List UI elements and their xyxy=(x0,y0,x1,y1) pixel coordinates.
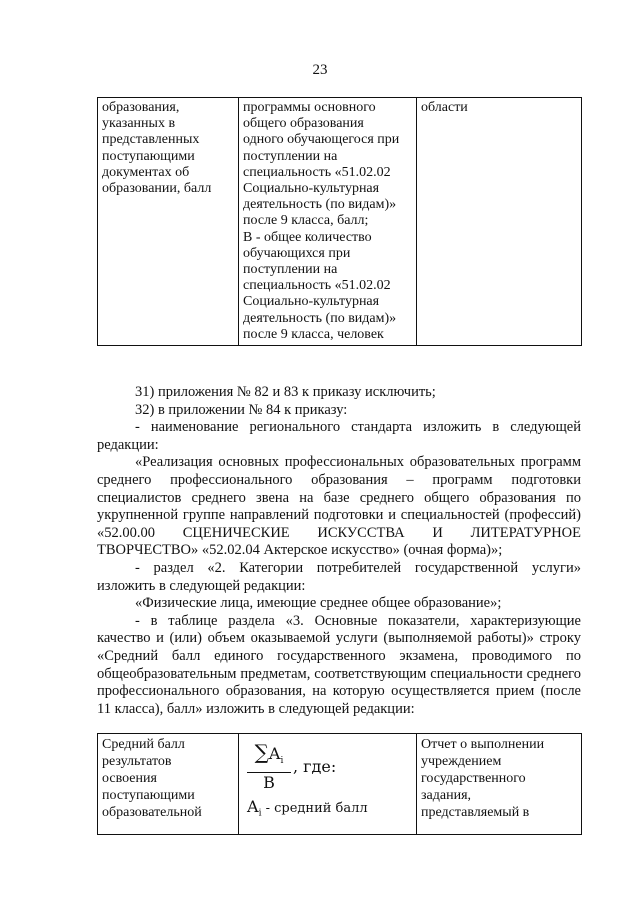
paragraph: «Физические лица, имеющие среднее общее образование»; xyxy=(135,595,502,612)
table-cell-indicator xyxy=(98,98,239,346)
cell-line: общего образования xyxy=(243,116,364,132)
cell-line: Социально-культурная xyxy=(243,294,380,310)
cell-line: Отчет о выполнении xyxy=(421,737,545,752)
definition-text: - средний балл xyxy=(261,801,368,816)
cell-line: документах об xyxy=(102,164,190,180)
fraction-numerator xyxy=(247,740,291,773)
sum-symbol: ∑ xyxy=(254,740,269,764)
cell-line: результатов xyxy=(102,754,172,769)
definition-symbol: A xyxy=(247,797,259,816)
fraction xyxy=(247,740,291,793)
formula xyxy=(243,736,412,832)
paragraph: «Реализация основных профессиональных образовательных программ среднего профессионального образования – программ подготовки специалистов среднего звена на базе среднего общего образования по укрупненной группе направлений подготовки и специальностей (профессий) «52.00.00 СЦЕНИЧЕСКИЕ ИСКУССТВА И ЛИТЕРАТУРНОЕ ТВОРЧЕСТВО» «52.02.04 Актерское искусство» (очная форма)»; xyxy=(97,454,581,559)
formula-definition xyxy=(247,798,368,823)
cell-line: В - общее количество xyxy=(243,229,372,245)
formula-where: , где: xyxy=(293,757,337,776)
cell-line: программы основного xyxy=(243,100,376,115)
table-cell-formula xyxy=(239,734,417,835)
fraction-denominator: B xyxy=(263,773,275,793)
page-number: 23 xyxy=(312,62,328,78)
cell-line: деятельность (по видам)» xyxy=(243,197,397,213)
cell-line: образовательной xyxy=(102,805,202,820)
table-cell-source xyxy=(417,734,582,835)
cell-line: поступающими xyxy=(102,148,195,164)
cell-line: специальность «51.02.02 xyxy=(243,278,391,294)
cell-line: поступлении на xyxy=(243,262,338,278)
cell-line: после 9 класса, человек xyxy=(243,326,384,342)
table-cell-formula-desc xyxy=(239,98,417,346)
definition-subscript: i xyxy=(258,808,262,819)
cell-line: обучающихся при xyxy=(243,245,351,261)
cell-line: представленных xyxy=(102,132,200,148)
table-row xyxy=(98,734,582,835)
cell-line: области xyxy=(421,100,468,115)
cell-line: Средний балл xyxy=(102,737,185,752)
cell-line: образовании, балл xyxy=(102,181,212,197)
paragraph: - раздел «2. Категории потребителей государственной услуги» изложить в следующей редакции: xyxy=(97,559,581,594)
table-row xyxy=(98,98,582,346)
cell-line: деятельность (по видам)» xyxy=(243,310,397,326)
cell-line: Социально-культурная xyxy=(243,181,380,197)
cell-line: специальность «51.02.02 xyxy=(243,164,391,180)
numerator-subscript: i xyxy=(280,756,284,767)
paragraph: 31) приложения № 82 и 83 к приказу исключить; xyxy=(135,384,436,400)
table-cell-indicator xyxy=(98,734,239,835)
numerator-symbol: A xyxy=(268,744,281,763)
cell-line: поступающими xyxy=(102,788,195,803)
body-text xyxy=(97,384,581,718)
cell-line: государственного xyxy=(421,771,526,786)
cell-line: учреждением xyxy=(421,754,502,769)
table-cell-source xyxy=(417,98,582,346)
cell-line: образования, xyxy=(102,100,180,115)
paragraph: 32) в приложении № 84 к приказу: xyxy=(135,401,348,418)
paragraph: - в таблице раздела «3. Основные показатели, характеризующие качество и (или) объем оказываемой услуги (выполняемой работы)» строку «Средний балл единого государственного экзамена, проводимого по общеобразовательным предметам, соответствующим специальности среднего профессионального образования, на которую осуществляется прием (после 11 класса), балл» изложить в следующей редакции: xyxy=(97,612,581,717)
top-table xyxy=(97,97,582,346)
cell-line: освоения xyxy=(102,771,157,786)
cell-line: представляемый в xyxy=(421,805,530,820)
cell-line: поступлении на xyxy=(243,148,338,164)
paragraph: - наименование регионального стандарта изложить в следующей редакции: xyxy=(97,419,581,453)
cell-line: задания, xyxy=(421,788,472,803)
cell-line: после 9 класса, балл; xyxy=(243,213,369,229)
cell-line: указанных в xyxy=(102,116,176,132)
bottom-table xyxy=(97,733,582,835)
cell-line: одного обучающегося при xyxy=(243,132,400,148)
